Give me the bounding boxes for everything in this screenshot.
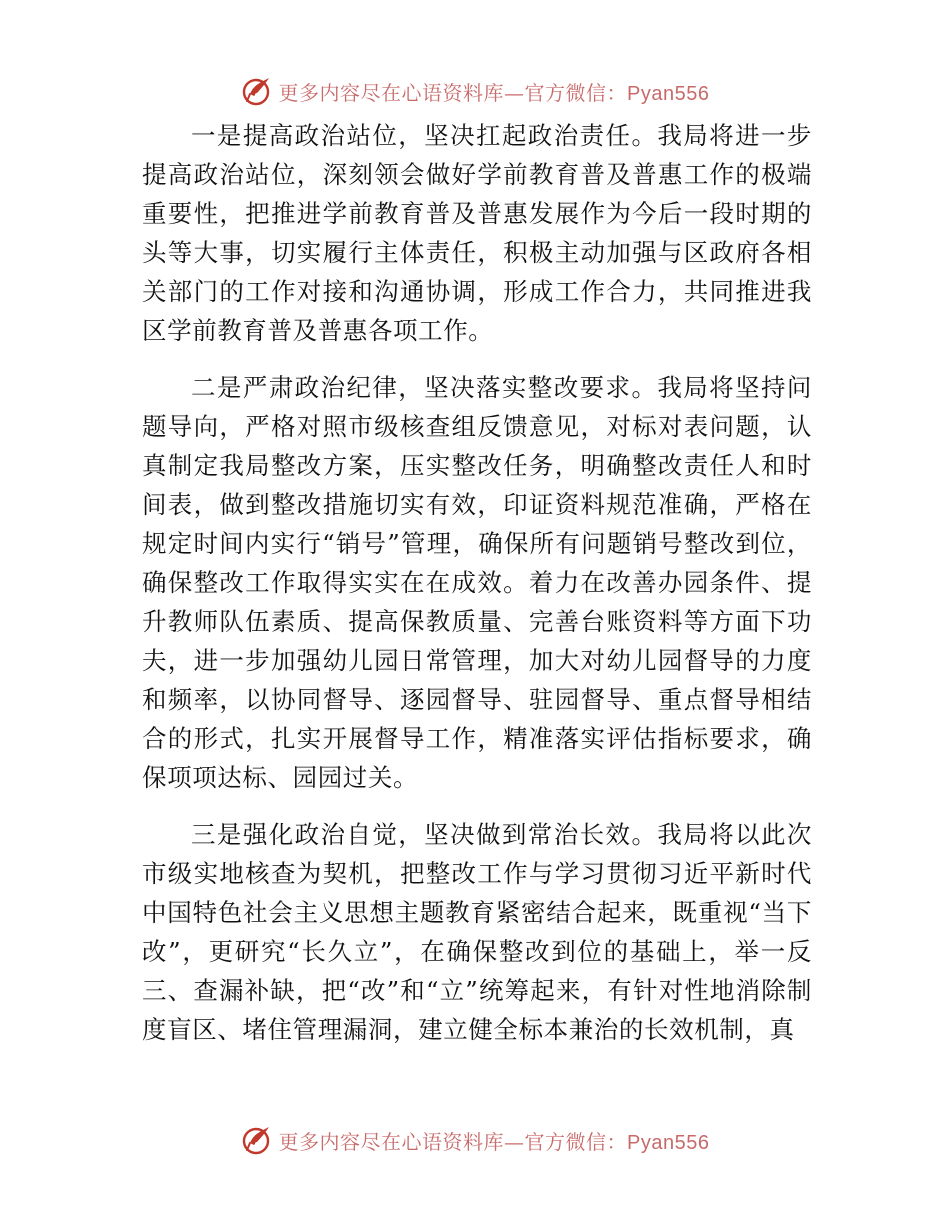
banner-wechat-id: Pyan556 [627, 1131, 710, 1154]
paragraph-3: 三是强化政治自觉，坚决做到常治长效。我局将以此次市级实地核查为契机，把整改工作与学习贯彻习近平新时代中国特色社会主义思想主题教育紧密结合起来，既重视“当下改”，更研究“长久立”，在确保整改到位的基础上，举一反三、查漏补缺，把“改”和“立”统筹起来，有针对性地消除制度盲区、堵住管理漏洞，建立健全标本兼治的长效机制，真 [142, 820, 812, 1044]
paragraph-1: 一是提高政治站位，坚决扛起政治责任。我局将进一步提高政治站位，深刻领会做好学前教育普及普惠工作的极端重要性，把推进学前教育普及普惠发展作为今后一段时期的头等大事，切实履行主体责任，积极主动加强与区政府各相关部门的工作对接和沟通协调，形成工作合力，共同推进我区学前教育普及普惠各项工作。 [142, 121, 812, 345]
paragraph-2: 二是严肃政治纪律，坚决落实整改要求。我局将坚持问题导向，严格对照市级核查组反馈意见，对标对表问题，认真制定我局整改方案，压实整改任务，明确整改责任人和时间表，做到整改措施切实有效，印证资料规范准确，严格在规定时间内实行“销号”管理，确保所有问题销号整改到位，确保整改工作取得实实在在成效。着力在改善办园条件、提升教师队伍素质、提高保教质量、完善台账资料等方面下功夫，进一步加强幼儿园日常管理，加大对幼儿园督导的力度和频率，以协同督导、逐园督导、驻园督导、重点督导相结合的形式，扎实开展督导工作，精准落实评估指标要求，确保项项达标、园园过关。 [142, 373, 812, 792]
quill-seal-icon [241, 1123, 275, 1157]
document-body [142, 116, 812, 1067]
quill-seal-icon [241, 74, 275, 108]
header-watermark-banner [0, 74, 950, 108]
banner-wechat-id: Pyan556 [627, 82, 710, 105]
footer-watermark-banner [0, 1123, 950, 1157]
banner-text-cn: 更多内容尽在心语资料库—官方微信： [278, 80, 628, 105]
banner-text-cn: 更多内容尽在心语资料库—官方微信： [278, 1129, 628, 1154]
